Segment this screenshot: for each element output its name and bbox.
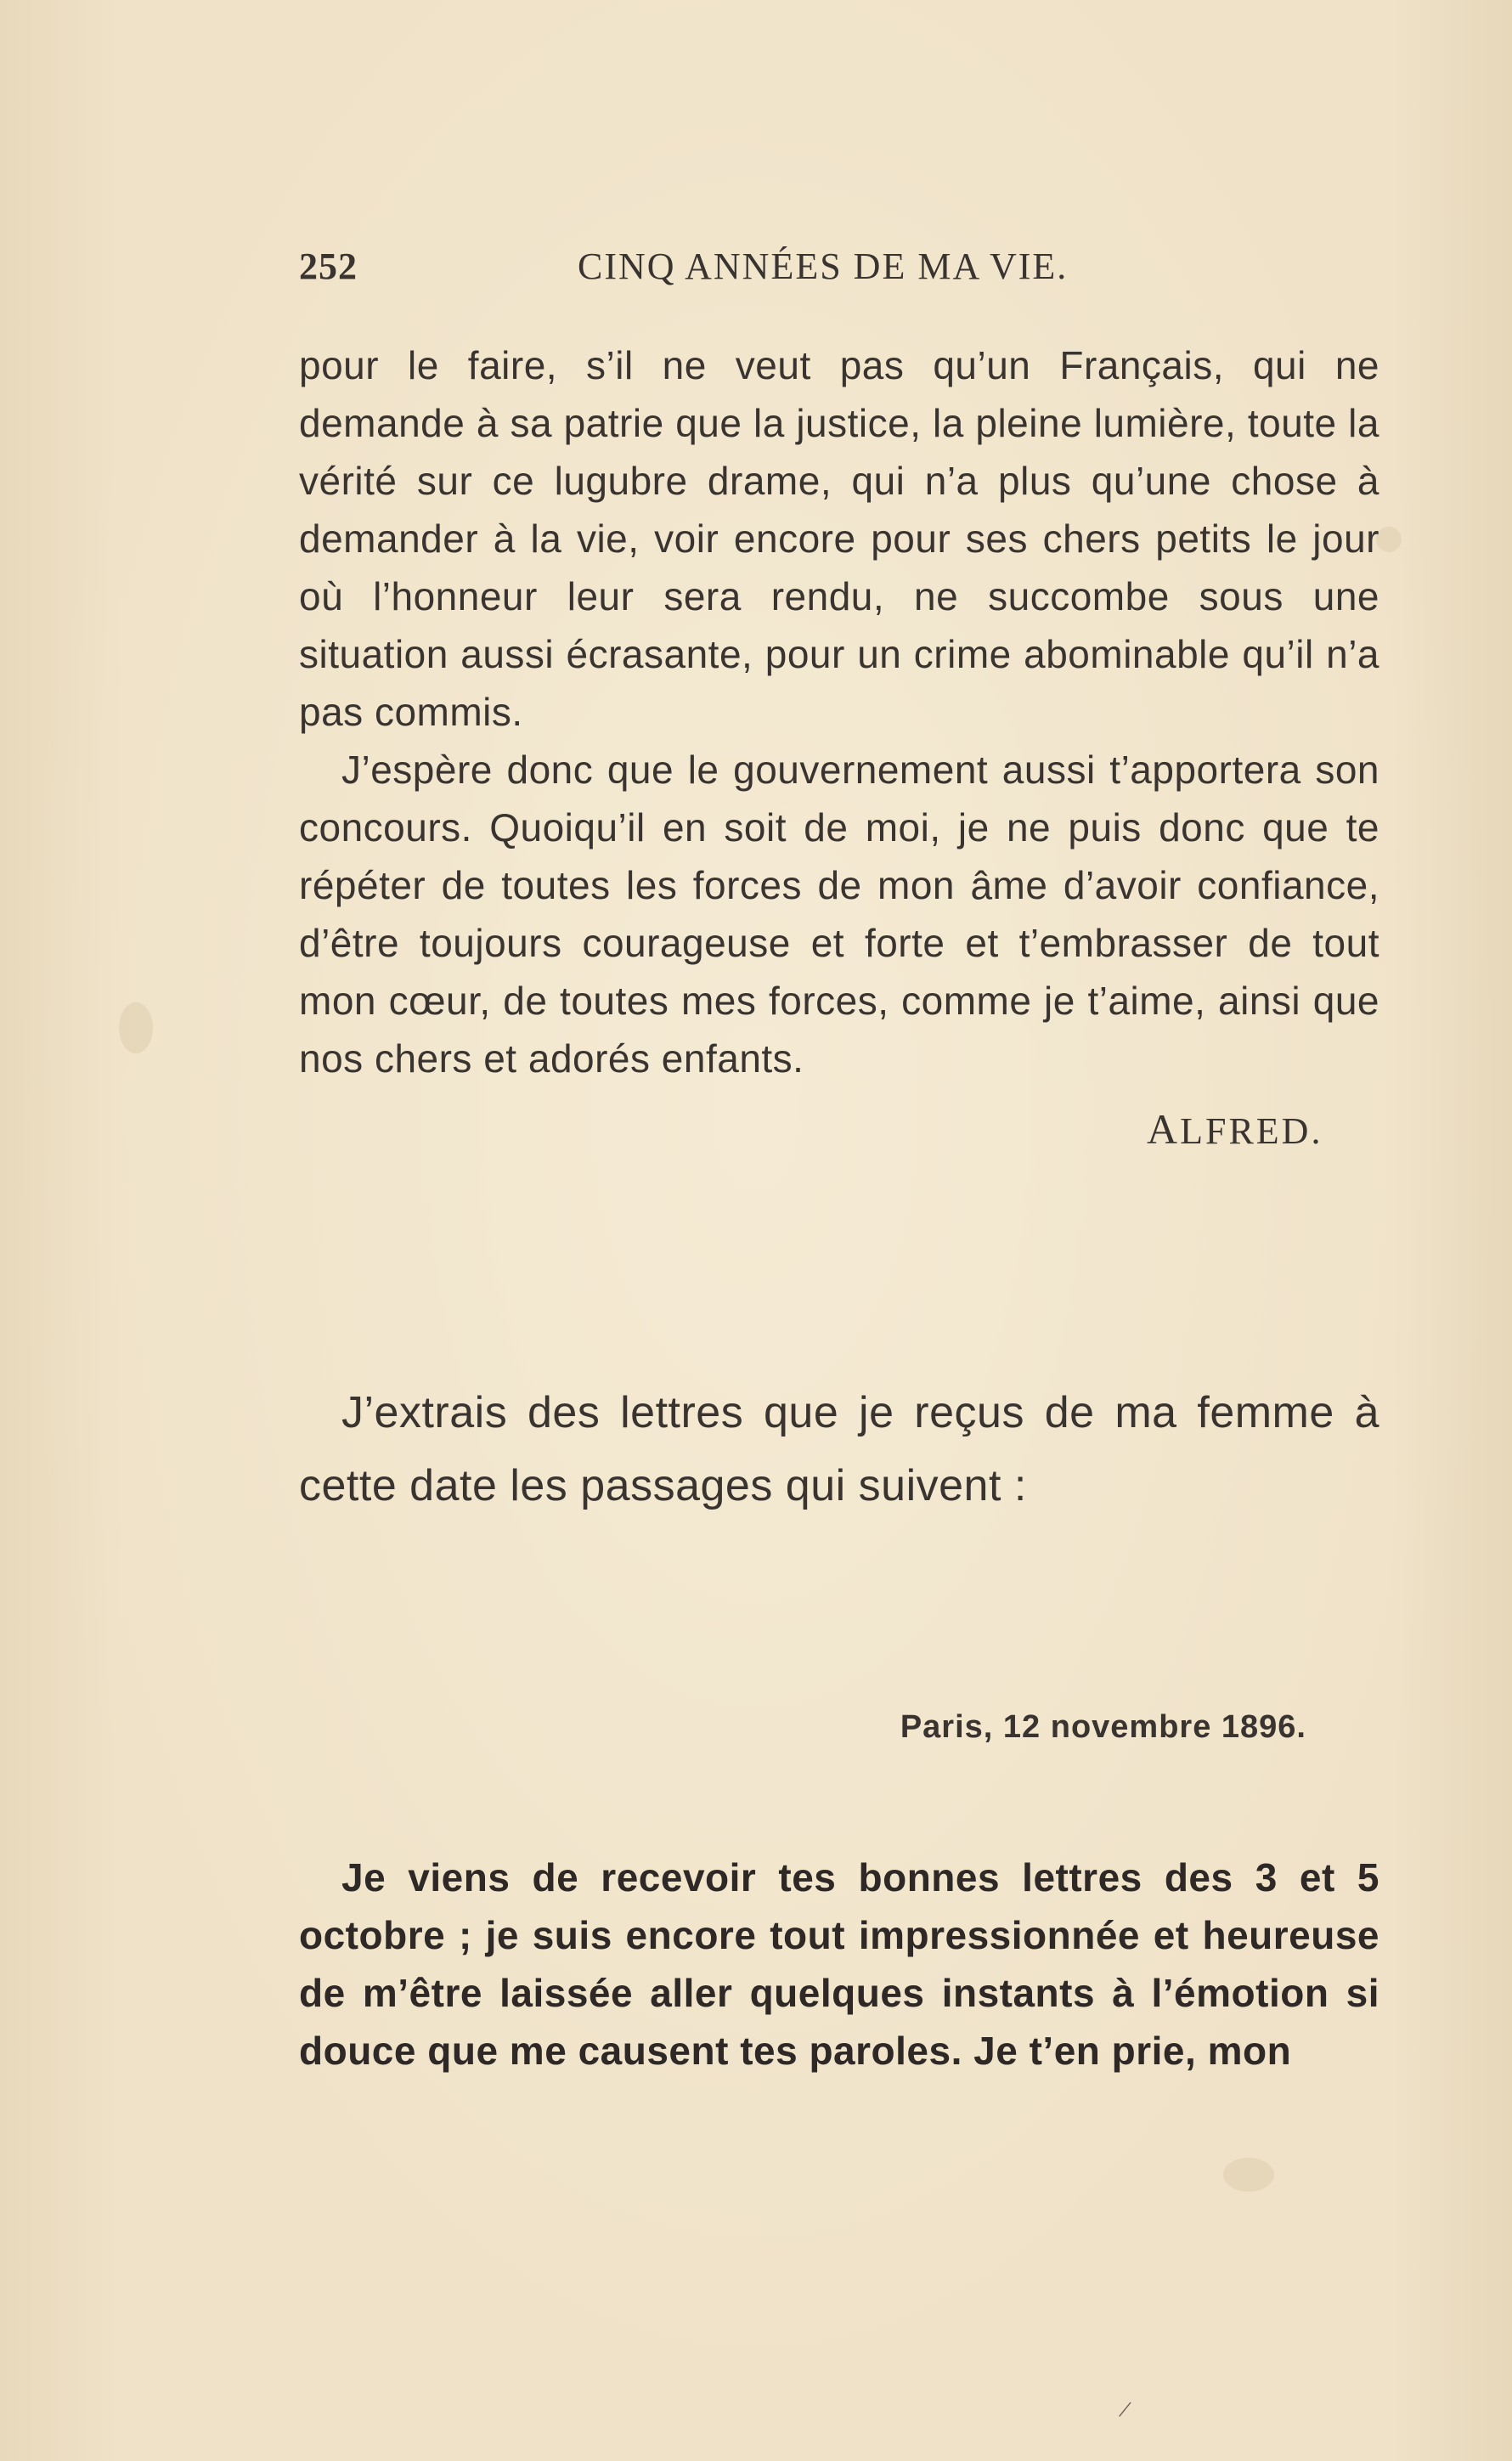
dateline: Paris, 12 novembre 1896. [900,1709,1306,1745]
intro-paragraph [299,1376,1379,1522]
letter-body [299,336,1379,1087]
reply-letter-body [299,1849,1379,2080]
page-number: 252 [299,246,358,287]
signature-initial: A [1147,1105,1181,1153]
signature-rest: LFRED. [1180,1110,1323,1152]
page-header [299,245,1393,296]
running-title: CINQ ANNÉES DE MA VIE. [578,246,1069,287]
intro-text: J’extrais des lettres que je reçus de ma femme à cette date les passages qui suivent : [299,1388,1379,1510]
letter-paragraph: pour le faire, s’il ne veut pas qu’un Français, qui ne demande à sa patrie que la justice, la pleine lumière, toute la vérité sur ce lugubre drame, qui n’a plus qu’une chose à demander à la vie, voir encore pour ses chers petits le jour où l’honneur leur sera rendu, ne succombe sous une situation aussi écrasante, pour un crime abominable qu’il n’a pas commis. [299,343,1379,734]
paper-stain [1223,2158,1274,2192]
signature [1147,1104,1323,1154]
letter-paragraph: J’espère donc que le gouvernement aussi t’apportera son concours. Quoiqu’il en soit de moi, je ne puis donc que te répéter de toutes les forces de mon âme d’avoir confiance, d’être toujours courageuse et forte et t’embrasser de tout mon cœur, de toutes mes forces, comme je t’aime, ainsi que nos chers et adorés enfants. [299,748,1379,1081]
reply-paragraph: Je viens de recevoir tes bonnes lettres des 3 et 5 octobre ; je suis encore tout impressionnée et heureuse de m’être laissée aller quelques instants à l’émotion si douce que me causent tes paroles. Je t’en prie, mon [299,1855,1379,2073]
paper-stain [1376,527,1402,552]
paper-stain [119,1002,153,1053]
stray-mark: / [1116,2395,1133,2424]
